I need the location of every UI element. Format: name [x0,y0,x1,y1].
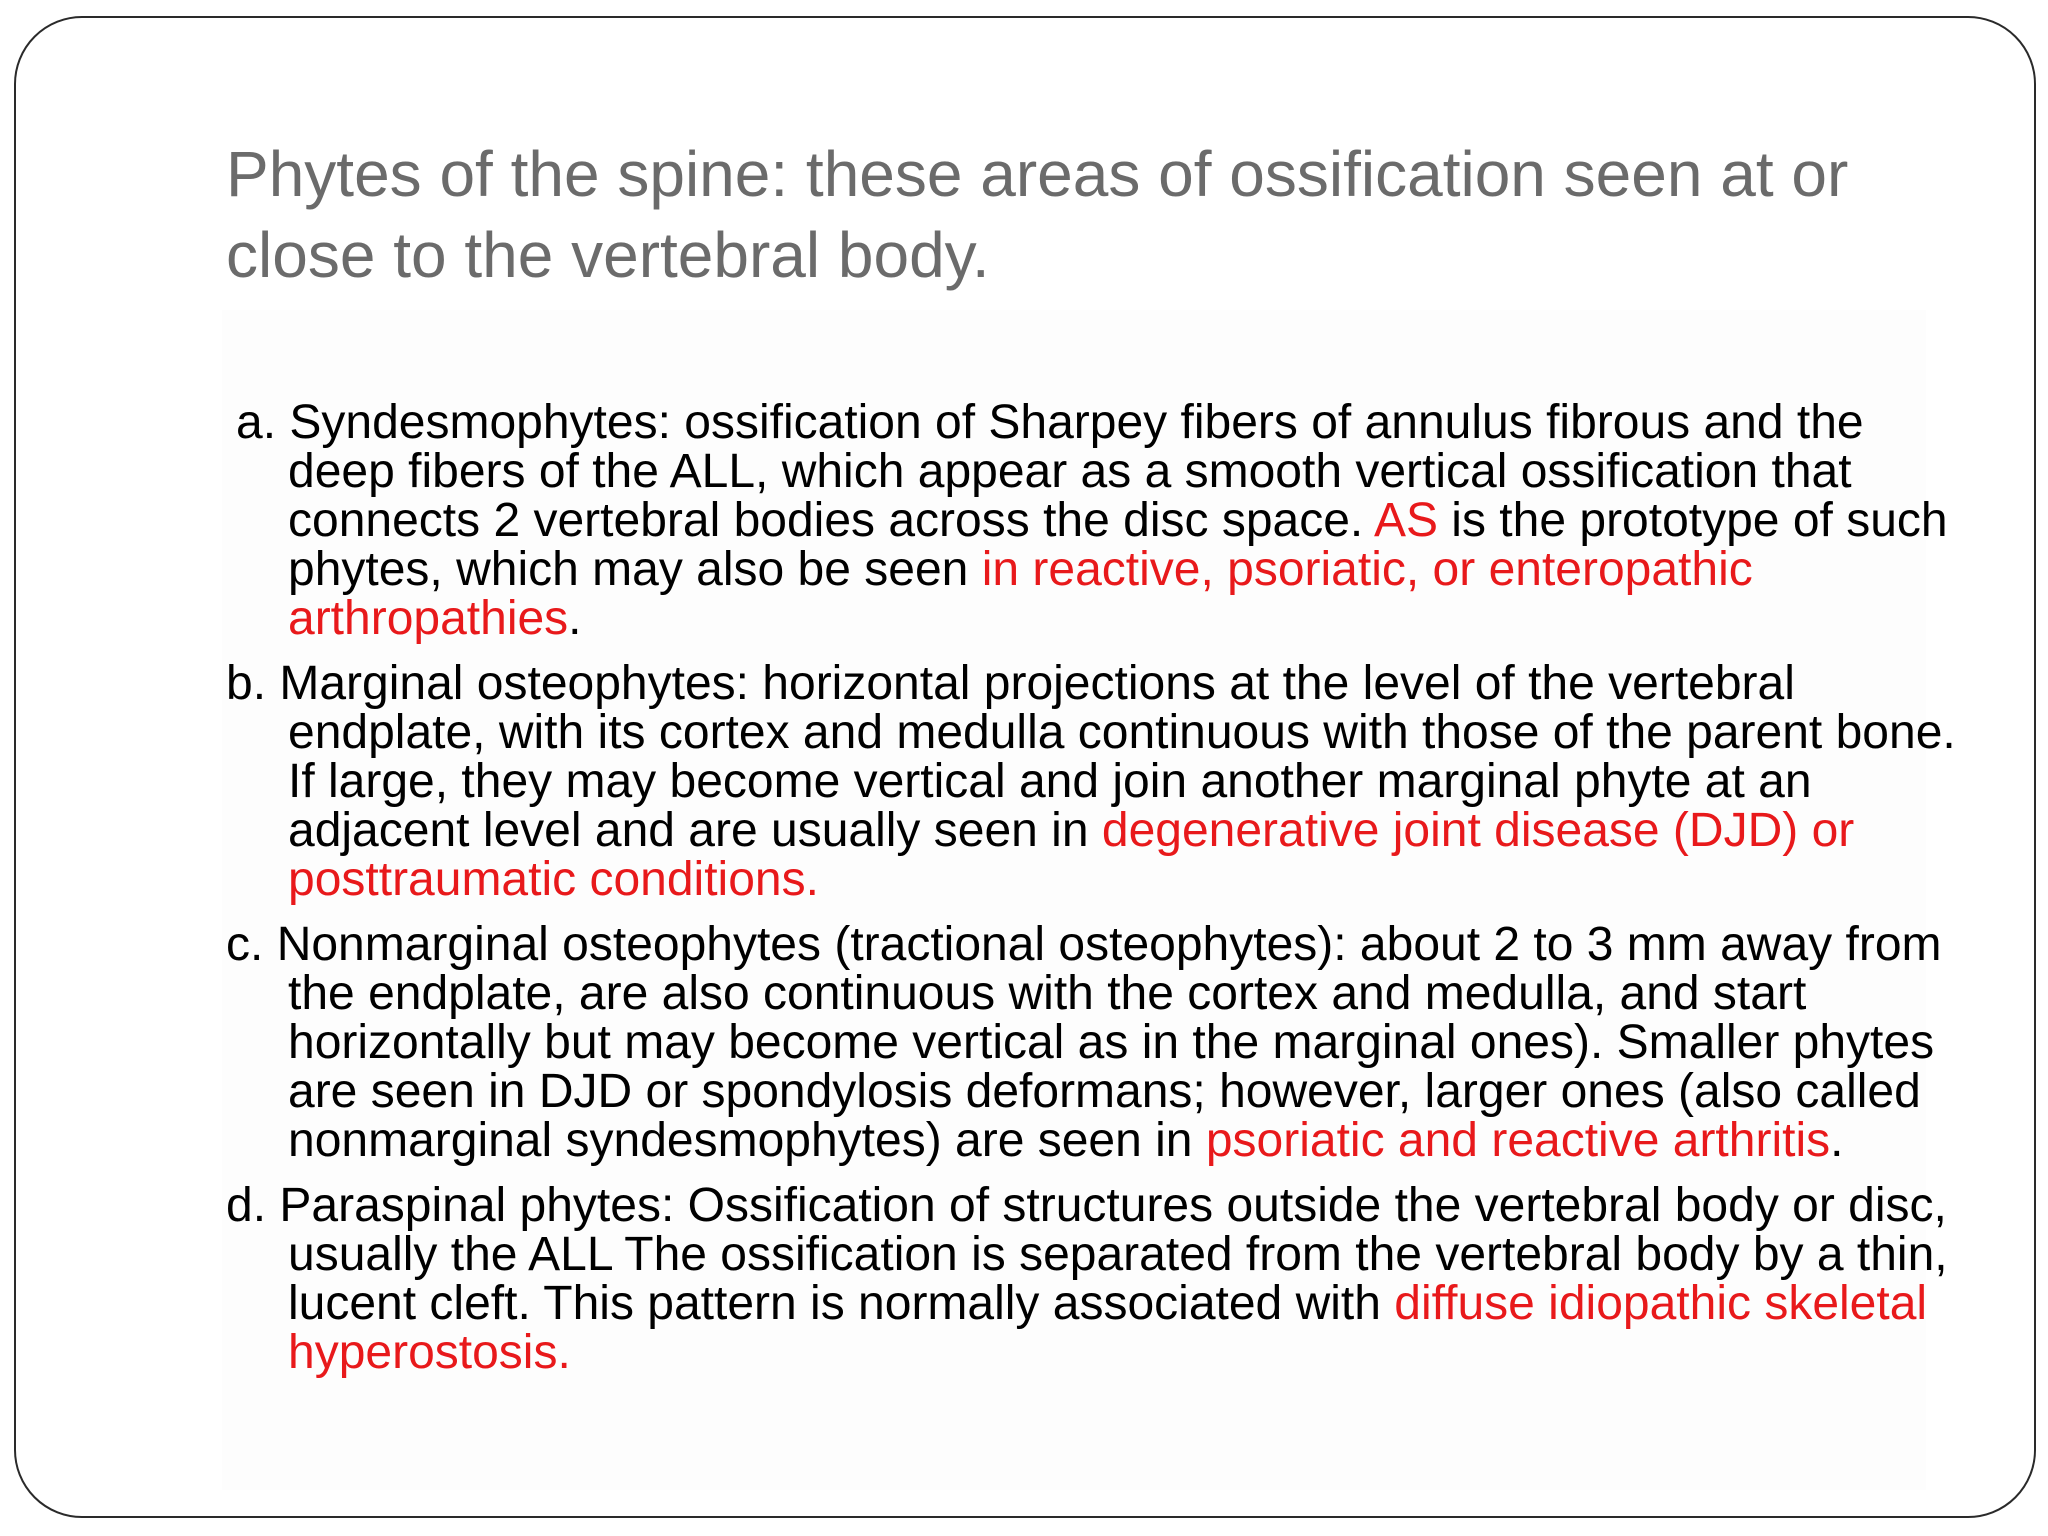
bullet-text: Nonmarginal osteophytes (tractional osteophytes): about 2 to 3 mm away from the endplate, are also continuous with the cortex and medulla, and start horizontally but may become vertical as in the marginal ones). Smaller phytes are seen in DJD or spondylosis deformans; however, larger ones (also called nonmarginal syndesmophytes) are seen in [276,918,1942,1167]
highlight-text: AS [1373,494,1438,547]
bullet-item-paraspinal-phytes [226,1181,1966,1377]
bullet-list [226,398,1966,1393]
bullet-item-marginal-osteophytes [226,659,1966,904]
bullet-text: Paraspinal phytes: Ossification of structures outside the vertebral body or disc, usually the ALL The ossification is separated from the vertebral body by a thin, lucent cleft. This pattern is normally associated with [279,1179,1948,1330]
highlight-text: in reactive, psoriatic, or enteropathic arthropathies [288,543,1753,645]
bullet-text: Syndesmophytes: ossification of Sharpey fibers of annulus fibrous and the deep fibers of the ALL, which appear as a smooth vertical ossification that connects 2 vertebral bodies across the disc space. [288,396,1864,547]
bullet-text: Marginal osteophytes: horizontal projections at the level of the vertebral endplate, with its cortex and medulla continuous with those of the parent bone. If large, they may become vertical and join another marginal phyte at an adjacent level and are usually seen in [279,657,1956,857]
highlight-text: diffuse idiopathic skeletal hyperostosis. [288,1277,1928,1379]
bullet-item-syndesmophytes [226,398,1966,643]
bullet-item-nonmarginal-osteophytes [226,920,1966,1165]
bullet-text: . [1830,1114,1844,1167]
highlight-text: psoriatic and reactive arthritis [1205,1114,1831,1167]
bullet-marker: b. [226,657,267,710]
highlight-text: degenerative joint disease (DJD) or posttraumatic conditions. [288,804,1855,906]
bullet-marker: d. [226,1179,267,1232]
slide-title: Phytes of the spine: these areas of ossification seen at or close to the vertebral body. [226,138,1849,291]
bullet-marker: c. [226,918,264,971]
bullet-text: . [568,592,582,645]
bullet-marker: a. [236,396,277,449]
bullet-text: is the prototype of such phytes, which may also be seen [288,494,1948,596]
